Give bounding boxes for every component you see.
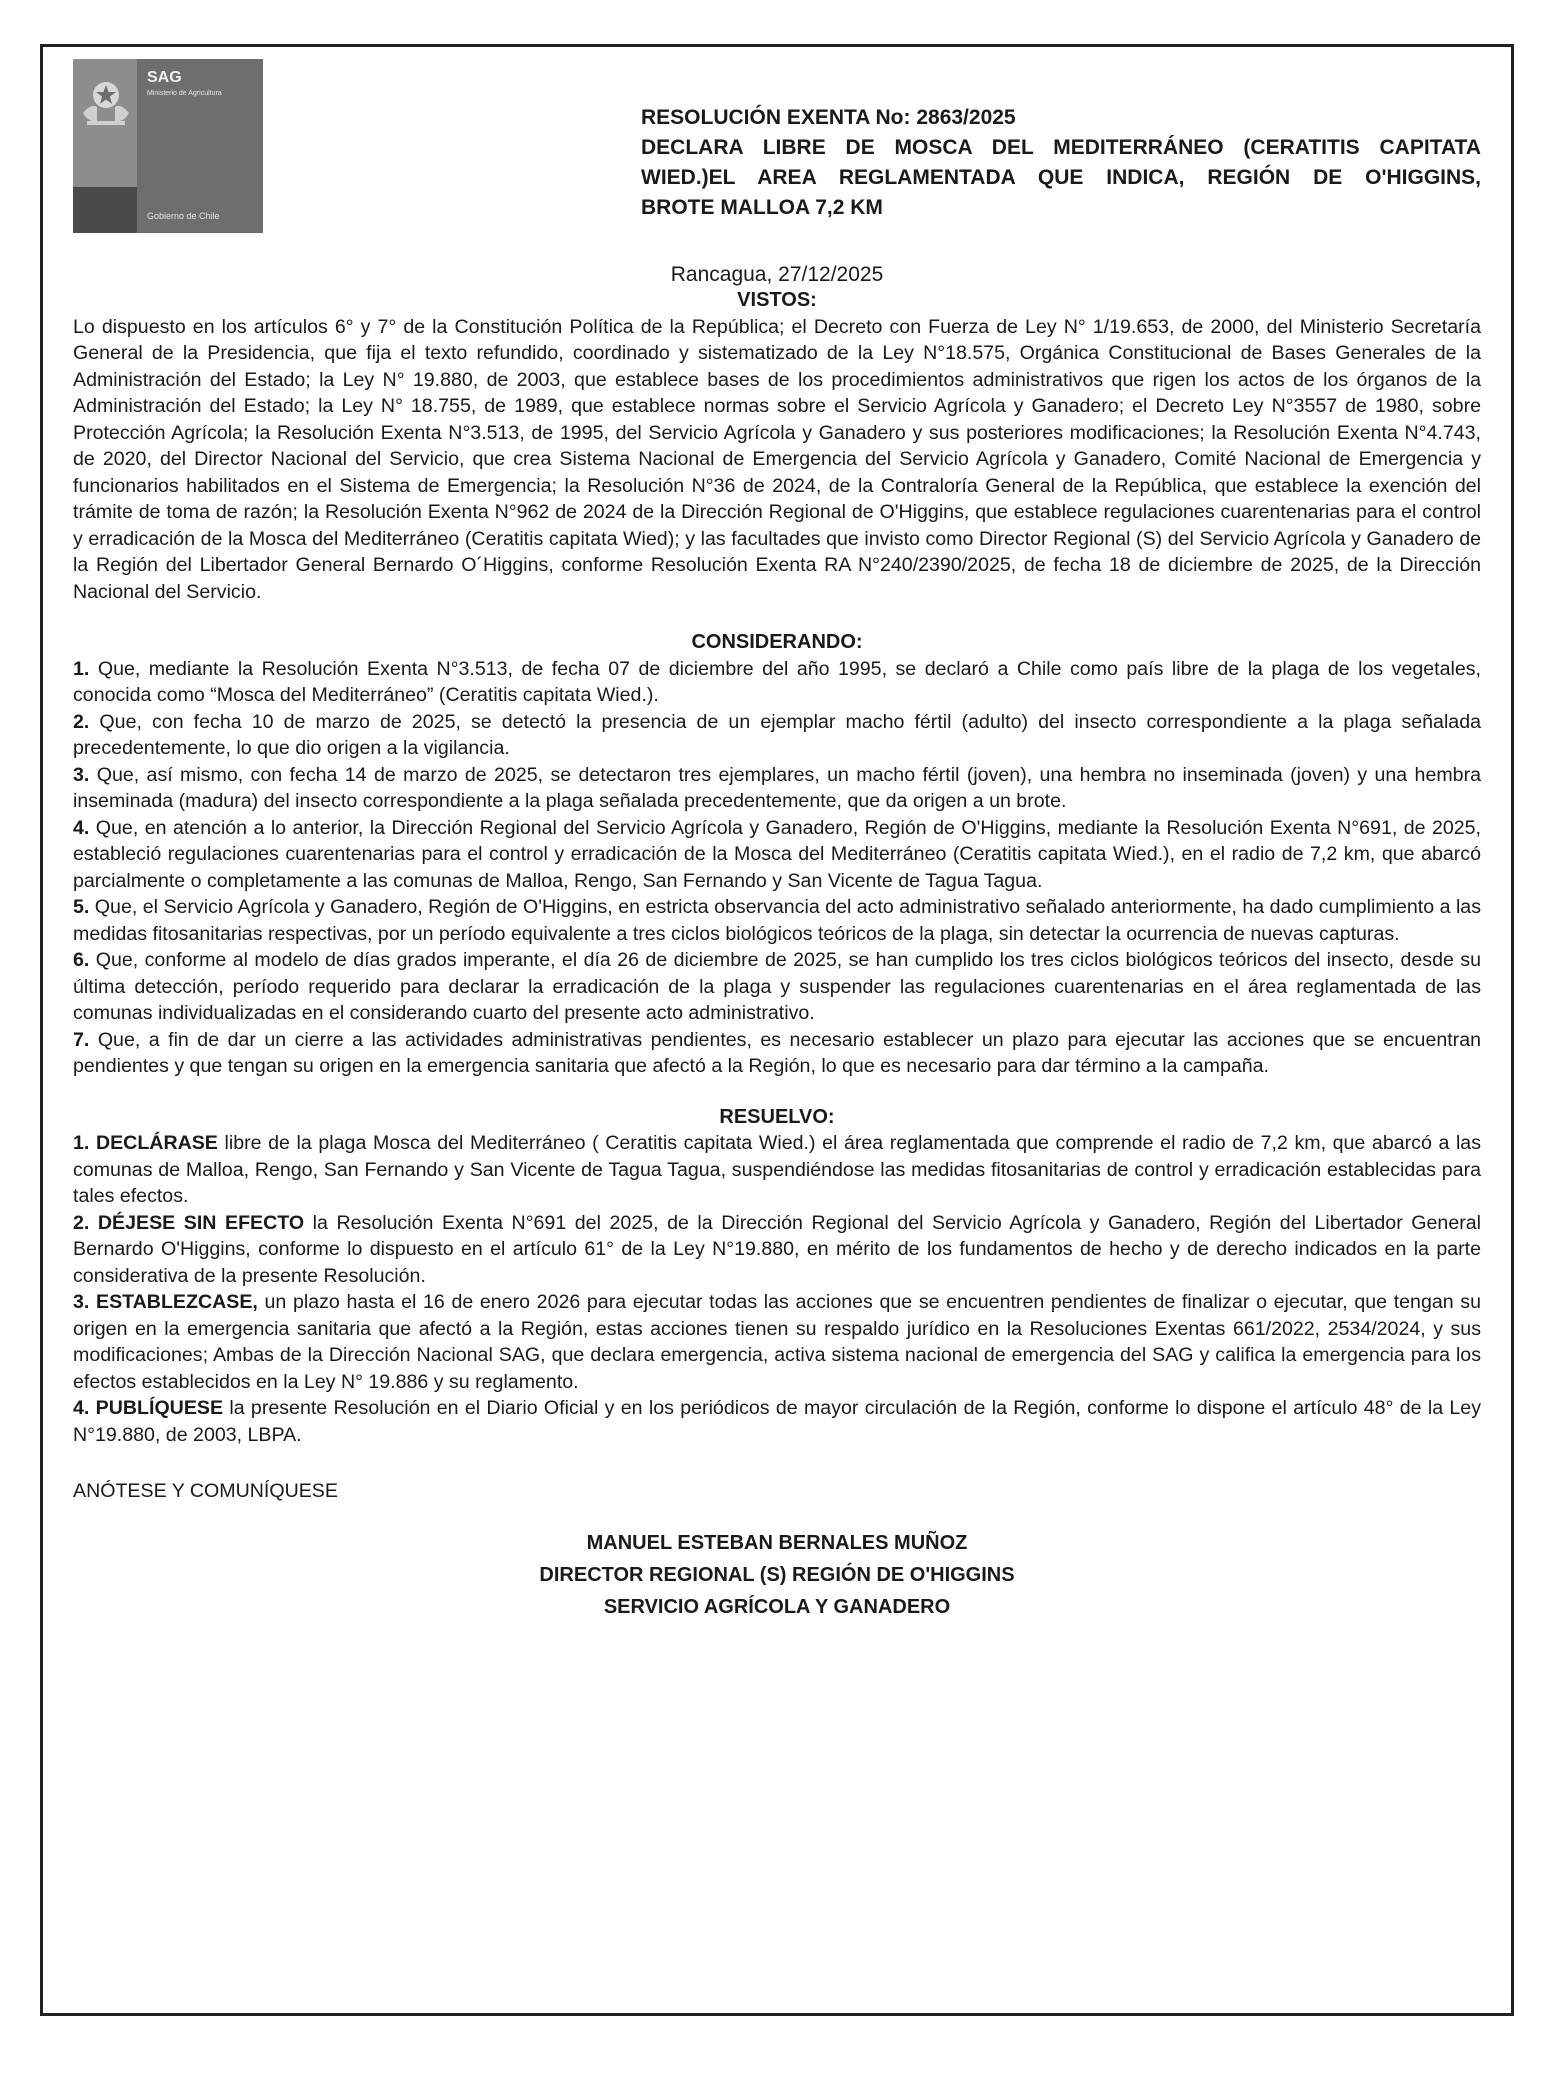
considerando-item: 3. Que, así mismo, con fecha 14 de marzo de 2025, se detectaron tres ejemplares, un macho fértil (joven), una hembra no inseminada (joven) y una hembra inseminada (madura) del insecto correspondiente a la plaga señalada precedentemente, que da origen a un brote. xyxy=(73,763,1481,812)
document-frame xyxy=(40,44,1514,2016)
signer-name: MANUEL ESTEBAN BERNALES MUÑOZ xyxy=(586,1531,968,1554)
place-date: Rancagua, 27/12/2025 xyxy=(670,263,884,286)
logo-brand: SAG xyxy=(147,69,182,86)
vistos-text: Lo dispuesto en los artículos 6° y 7° de la Constitución Política de la República; el Decreto con Fuerza de Ley N° 1/19.653, de 2000, del Ministerio Secretaría General de la Presidencia, que fija el texto refundido, coordinado y sistematizado de la Ley N°18.575, Orgánica Constitucional de Bases Generales de la Administración del Estado; la Ley N° 19.880, de 2003, que establece bases de los procedimientos administrativos que rigen los actos de los órganos de la Administración del Estado; la Ley N° 18.755, de 1989, que establece normas sobre el Servicio Agrícola y Ganadero; el Decreto Ley N°3557 de 1980, sobre Protección Agrícola; la Resolución Exenta N°3.513, de 1995, del Servicio Agrícola y Ganadero y sus posteriores modificaciones; la Resolución Exenta N°4.743, de 2020, del Director Nacional del Servicio, que crea Sistema Nacional de Emergencia del Servicio Agrícola y Ganadero, Comité Nacional de Emergencia y funcionarios habilitados en el Sistema de Emergencia; la Resolución N°36 de 2024, de la Contraloría General de la República, que establece la exención del trámite de toma de razón; la Resolución Exenta N°962 de 2024 de la Dirección Regional de O'Higgins, que establece regulaciones cuarentenarias para el control y erradicación de la Mosca del Mediterráneo (Ceratitis capitata Wied); y las facultades que invisto como Director Regional (S) del Servicio Agrícola y Ganadero de la Región del Libertador General Bernardo O´Higgins, conforme Resolución Exenta RA N°240/2390/2025, de fecha 18 de diciembre de 2025, de la Dirección Nacional del Servicio. xyxy=(73,315,1481,603)
resolution-title-line-2: WIED.)EL AREA REGLAMENTADA QUE INDICA, REGIÓN DE O'HIGGINS, xyxy=(641,166,1481,189)
logo-government: Gobierno de Chile xyxy=(147,211,220,221)
resuelvo-item: 1. DECLÁRASE libre de la plaga Mosca del Mediterráneo ( Ceratitis capitata Wied.) el área reglamentada que comprende el radio de 7,2 km, que abarcó a las comunas de Malloa, Rengo, San Fernando y San Vicente de Tagua Tagua, suspendiéndose las medidas fitosanitarias de control y erradicación establecidas para tales efectos. xyxy=(73,1132,1482,1207)
resuelvo-title: RESUELVO: xyxy=(719,1105,835,1128)
chilean-coat-of-arms-icon xyxy=(77,73,135,129)
signature-block xyxy=(73,1527,1481,1623)
vistos-title: VISTOS: xyxy=(737,289,817,311)
considerando-item: 2. Que, con fecha 10 de marzo de 2025, se detectó la presencia de un ejemplar macho fértil (adulto) del insecto correspondiente a la plaga señalada precedentemente, lo que dio origen a la vigilancia. xyxy=(73,710,1481,759)
logo-ministry: Ministerio de Agricultura xyxy=(147,90,222,97)
considerando-title: CONSIDERANDO: xyxy=(691,631,863,653)
considerando-item: 5. Que, el Servicio Agrícola y Ganadero, Región de O'Higgins, en estricta observancia del acto administrativo señalado anteriormente, ha dado cumplimiento a las medidas fitosanitarias respectivas, por un período equivalente a tres ciclos biológicos teóricos de la plaga, sin detectar la ocurrencia de nuevas capturas. xyxy=(73,896,1481,945)
closing-formula: ANÓTESE Y COMUNÍQUESE xyxy=(73,1480,338,1502)
signer-position: DIRECTOR REGIONAL (S) REGIÓN DE O'HIGGINS xyxy=(539,1563,1015,1586)
resolution-header xyxy=(641,103,1481,223)
resuelvo-item: 4. PUBLÍQUESE la presente Resolución en el Diario Oficial y en los periódicos de mayor circulación de la Región, conforme lo dispone el artículo 48° de la Ley N°19.880, de 2003, LBPA. xyxy=(73,1397,1481,1446)
considerando-item: 6. Que, conforme al modelo de días grados imperante, el día 26 de diciembre de 2025, se han cumplido los tres ciclos biológicos teóricos del insecto, desde su última detección, período requerido para declarar la erradicación de la plaga y suspender las regulaciones cuarentenarias en el área reglamentada de las comunas individualizadas en el considerando cuarto del presente acto administrativo. xyxy=(73,949,1481,1024)
considerando-item: 1. Que, mediante la Resolución Exenta N°3.513, de fecha 07 de diciembre del año 1995, se declaró a Chile como país libre de la plaga de los vegetales, conocida como “Mosca del Mediterráneo” (Ceratitis capitata Wied.). xyxy=(73,657,1481,706)
resuelvo-item: 3. ESTABLEZCASE, un plazo hasta el 16 de enero 2026 para ejecutar todas las acciones que se encuentren pendientes de finalizar o ejecutar, que tengan su origen en la emergencia sanitaria que afectó a la Región, estas acciones tienen su respaldo jurídico en la Resoluciones Exentas 661/2022, 2534/2024, y sus modificaciones; Ambas de la Dirección Nacional SAG, que declara emergencia, activa sistema nacional de emergencia del SAG y califica la emergencia para los efectos establecidos en la Ley N° 19.886 y su reglamento. xyxy=(73,1291,1481,1393)
sag-logo xyxy=(73,59,263,233)
considerando-item: 7. Que, a fin de dar un cierre a las actividades administrativas pendientes, es necesario establecer un plazo para ejecutar las acciones que se encuentran pendientes y que tengan su origen en la emergencia sanitaria que afectó a la Región, lo que es necesario para dar término a la campaña. xyxy=(73,1028,1481,1077)
signer-institution: SERVICIO AGRÍCOLA Y GANADERO xyxy=(603,1595,951,1618)
resolution-title-line-3: BROTE MALLOA 7,2 KM xyxy=(641,196,883,219)
document-body xyxy=(73,287,1481,1623)
resolution-title-line-1: DECLARA LIBRE DE MOSCA DEL MEDITERRÁNEO (CERATITIS CAPITATA xyxy=(641,136,1481,159)
resolution-number: RESOLUCIÓN EXENTA No: 2863/2025 xyxy=(641,106,1016,129)
considerando-item: 4. Que, en atención a lo anterior, la Dirección Regional del Servicio Agrícola y Ganadero, Región de O'Higgins, mediante la Resolución Exenta N°691, de 2025, estableció regulaciones cuarentenarias para el control y erradicación de la Mosca del Mediterráneo (Ceratitis capitata Wied.), en el radio de 7,2 km, que abarcó parcialmente o completamente a las comunas de Malloa, Rengo, San Fernando y San Vicente de Tagua Tagua. xyxy=(73,816,1481,892)
resuelvo-item: 2. DÉJESE SIN EFECTO la Resolución Exenta N°691 del 2025, de la Dirección Regional del Servicio Agrícola y Ganadero, Región del Libertador General Bernardo O'Higgins, conforme lo dispuesto en el artículo 61° de la Ley N°19.880, en mérito de los fundamentos de hecho y de derecho indicados en la parte considerativa de la presente Resolución. xyxy=(73,1211,1481,1287)
